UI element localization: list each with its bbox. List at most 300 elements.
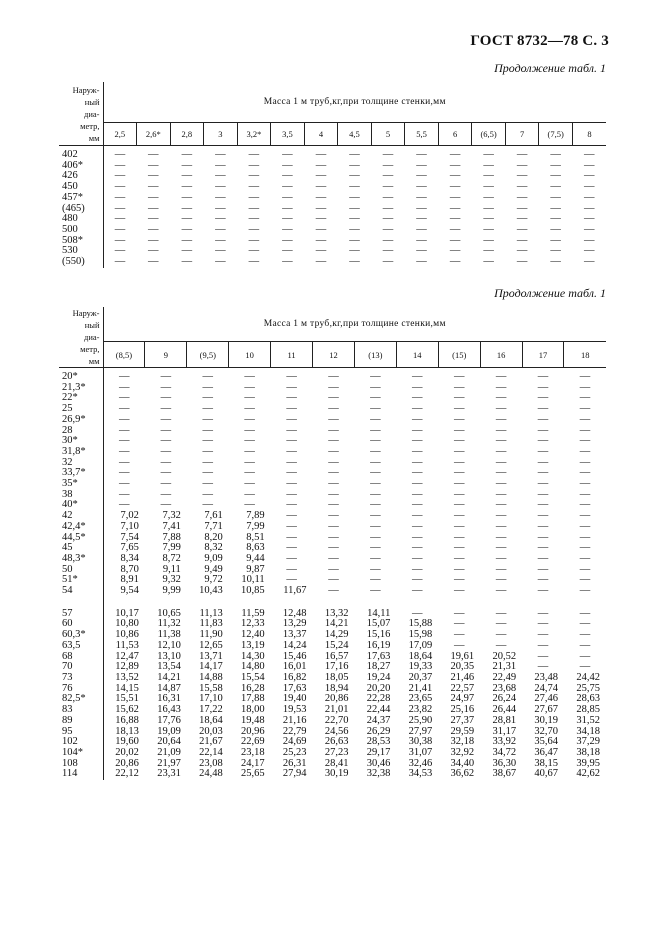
mass-cell: 26,44 bbox=[492, 704, 517, 716]
mass-cell: — bbox=[370, 467, 381, 479]
mass-cell: — bbox=[202, 499, 214, 511]
mass-cell: — bbox=[483, 159, 494, 171]
diameter-cell: 68 bbox=[59, 652, 103, 663]
mass-cell: — bbox=[453, 478, 465, 490]
page-header: ГОСТ 8732—78 С. 3 bbox=[470, 33, 609, 49]
mass-cell: 11,53 bbox=[115, 639, 139, 651]
mass-cell: 11,67 bbox=[283, 585, 307, 597]
mass-cell: — bbox=[286, 413, 297, 425]
mass-table-2 bbox=[59, 307, 606, 780]
diameter-cell: 33,7* bbox=[59, 468, 103, 479]
mass-cell: 24,37 bbox=[366, 714, 391, 726]
mass-cell: — bbox=[579, 381, 591, 393]
diameter-cell: 76 bbox=[59, 684, 103, 695]
mass-cell: — bbox=[579, 435, 591, 447]
mass-cell: — bbox=[583, 149, 595, 160]
diameter-cell: 42,4* bbox=[59, 522, 103, 533]
mass-cell: — bbox=[215, 170, 226, 182]
mass-cell: — bbox=[412, 531, 423, 543]
mass-cell: — bbox=[416, 181, 427, 193]
mass-cell: — bbox=[370, 413, 381, 425]
table-row bbox=[59, 257, 606, 268]
mass-cell: — bbox=[579, 520, 591, 532]
mass-cell: — bbox=[495, 445, 507, 457]
mass-cell: — bbox=[118, 392, 130, 404]
mass-cell: 22,14 bbox=[199, 746, 223, 758]
mass-cell: — bbox=[181, 245, 193, 257]
mass-cell: 22,44 bbox=[366, 704, 391, 716]
mass-cell: 14,29 bbox=[324, 629, 349, 641]
mass-cell: — bbox=[516, 159, 528, 171]
mass-cell: — bbox=[516, 213, 528, 225]
mass-cell: 9,44 bbox=[246, 552, 265, 564]
mass-cell: — bbox=[349, 170, 360, 182]
mass-cell: — bbox=[202, 488, 214, 500]
mass-cell: — bbox=[349, 234, 360, 246]
mass-cell: — bbox=[453, 607, 465, 619]
mass-cell: — bbox=[286, 510, 297, 522]
mass-cell: 11,32 bbox=[157, 618, 181, 630]
mass-cell: — bbox=[315, 149, 327, 160]
mass-cell: 25,16 bbox=[450, 704, 475, 716]
diameter-cell: 35* bbox=[59, 479, 103, 490]
diameter-cell: 500 bbox=[59, 225, 103, 236]
mass-cell: 14,17 bbox=[199, 661, 223, 673]
mass-cell: — bbox=[370, 510, 381, 522]
mass-cell: — bbox=[181, 234, 193, 246]
mass-cell: 17,63 bbox=[366, 650, 391, 662]
diameter-cell: 21,3* bbox=[59, 383, 103, 394]
mass-cell: 17,76 bbox=[157, 714, 181, 726]
mass-cell: 20,96 bbox=[241, 725, 265, 737]
mass-cell: 14,15 bbox=[115, 682, 139, 694]
mass-cell: — bbox=[449, 245, 461, 257]
mass-cell: 13,29 bbox=[282, 618, 307, 630]
diameter-cell: 82,5* bbox=[59, 694, 103, 705]
diameter-cell: 104* bbox=[59, 748, 103, 759]
mass-cell: 14,11 bbox=[367, 607, 391, 619]
mass-cell: — bbox=[160, 456, 172, 468]
mass-cell: 25,90 bbox=[408, 714, 433, 726]
mass-cell: — bbox=[244, 478, 255, 490]
mass-cell: — bbox=[579, 413, 591, 425]
mass-cell: — bbox=[118, 413, 130, 425]
mass-cell: — bbox=[495, 499, 507, 511]
mass-cell: 11,59 bbox=[241, 607, 265, 619]
mass-cell: — bbox=[495, 563, 507, 575]
mass-cell: — bbox=[118, 467, 130, 479]
mass-cell: 31,07 bbox=[408, 746, 433, 758]
mass-cell: 23,08 bbox=[199, 757, 223, 769]
mass-cell: — bbox=[453, 456, 465, 468]
mass-cell: — bbox=[248, 181, 260, 193]
thickness-header: 4,5 bbox=[338, 123, 372, 146]
mass-cell: 22,69 bbox=[241, 736, 265, 748]
mass-cell: — bbox=[160, 499, 172, 511]
mass-cell: — bbox=[579, 607, 591, 619]
mass-cell: — bbox=[495, 607, 507, 619]
mass-cell: 34,18 bbox=[576, 725, 600, 737]
table-row bbox=[59, 748, 606, 759]
mass-cell: 21,31 bbox=[492, 661, 517, 673]
mass-cell: 12,33 bbox=[241, 618, 265, 630]
mass-cell: 15,16 bbox=[366, 629, 391, 641]
thickness-header: 5,5 bbox=[405, 123, 439, 146]
mass-cell: — bbox=[583, 256, 595, 268]
mass-cell: 26,63 bbox=[324, 736, 349, 748]
mass-cell: — bbox=[244, 435, 255, 447]
mass-cell: — bbox=[537, 629, 549, 641]
diameter-cell bbox=[59, 597, 103, 609]
mass-cell: 20,02 bbox=[115, 746, 139, 758]
mass-cell: — bbox=[118, 488, 130, 500]
mass-cell: — bbox=[114, 170, 126, 182]
mass-cell: 7,71 bbox=[204, 520, 223, 532]
mass-cell: 8,34 bbox=[120, 552, 139, 564]
mass-cell: 38,15 bbox=[534, 757, 558, 769]
thickness-header: 14 bbox=[396, 342, 438, 368]
mass-cell: 12,48 bbox=[282, 607, 307, 619]
mass-cell: — bbox=[286, 445, 297, 457]
mass-cell: — bbox=[483, 149, 494, 160]
mass-cell: — bbox=[412, 478, 423, 490]
mass-cell: 17,22 bbox=[199, 704, 223, 716]
mass-cell: — bbox=[328, 403, 339, 415]
mass-cell: 24,42 bbox=[576, 671, 600, 683]
mass-cell: — bbox=[181, 159, 193, 171]
gap-row bbox=[59, 597, 606, 609]
mass-cell: — bbox=[537, 510, 549, 522]
mass-cell: — bbox=[579, 403, 591, 415]
thickness-header: (9,5) bbox=[187, 342, 229, 368]
mass-cell: 23,31 bbox=[157, 768, 181, 780]
mass-cell: — bbox=[495, 629, 507, 641]
mass-cell: 17,10 bbox=[199, 693, 223, 705]
mass-cell: — bbox=[148, 213, 159, 225]
mass-cell: 12,40 bbox=[241, 629, 265, 641]
mass-cell: 9,32 bbox=[162, 574, 181, 586]
mass-cell: 12,10 bbox=[157, 639, 181, 651]
diameter-cell: 83 bbox=[59, 705, 103, 716]
mass-cell: — bbox=[416, 256, 427, 268]
diameter-header-line: диа- bbox=[84, 108, 100, 119]
mass-cell: 15,98 bbox=[408, 629, 433, 641]
mass-cell: — bbox=[282, 202, 293, 214]
thickness-header: 11 bbox=[271, 342, 313, 368]
mass-cell: — bbox=[449, 159, 461, 171]
mass-cell: — bbox=[412, 413, 423, 425]
mass-cell: — bbox=[349, 149, 360, 160]
mass-cell: — bbox=[495, 403, 507, 415]
mass-cell: — bbox=[244, 424, 255, 436]
thickness-header: (13) bbox=[354, 342, 396, 368]
mass-cell: 11,83 bbox=[199, 618, 223, 630]
mass-cell: 18,05 bbox=[324, 671, 349, 683]
mass-cell: — bbox=[449, 213, 461, 225]
diameter-cell: 530 bbox=[59, 246, 103, 257]
mass-cell: 32,38 bbox=[366, 768, 391, 780]
mass-cell: — bbox=[412, 499, 423, 511]
mass-cell: — bbox=[516, 245, 528, 257]
mass-cell: — bbox=[349, 181, 360, 193]
mass-cell: — bbox=[286, 467, 297, 479]
mass-cell: — bbox=[537, 574, 549, 586]
mass-cell: — bbox=[382, 234, 394, 246]
thickness-header: 3,2* bbox=[237, 123, 271, 146]
mass-cell: 14,80 bbox=[241, 661, 265, 673]
mass-cell: — bbox=[449, 256, 461, 268]
diameter-cell: 25 bbox=[59, 404, 103, 415]
mass-cell: — bbox=[516, 256, 528, 268]
mass-cell: — bbox=[328, 499, 339, 511]
mass-cell: — bbox=[579, 552, 591, 564]
mass-cell: — bbox=[286, 563, 297, 575]
mass-cell: 36,30 bbox=[492, 757, 517, 769]
mass-cell: 26,29 bbox=[366, 725, 391, 737]
mass-cell: — bbox=[483, 245, 494, 257]
mass-cell: — bbox=[244, 381, 255, 393]
mass-cell: — bbox=[202, 381, 214, 393]
mass-cell: 32,46 bbox=[408, 757, 433, 769]
mass-cell: — bbox=[349, 202, 360, 214]
mass-cell: 30,46 bbox=[366, 757, 391, 769]
mass-cell: 9,87 bbox=[246, 563, 265, 575]
mass-cell: — bbox=[412, 456, 423, 468]
mass-cell: — bbox=[537, 478, 549, 490]
mass-cell: — bbox=[449, 149, 461, 160]
mass-cell: — bbox=[215, 191, 226, 203]
mass-cell: — bbox=[286, 403, 297, 415]
mass-cell: 27,46 bbox=[534, 693, 558, 705]
mass-cell: 16,28 bbox=[241, 682, 265, 694]
mass-cell: — bbox=[370, 456, 381, 468]
mass-cell: 20,86 bbox=[115, 757, 139, 769]
mass-cell: — bbox=[382, 213, 394, 225]
mass-cell: 28,63 bbox=[576, 693, 600, 705]
mass-cell: 16,31 bbox=[157, 693, 181, 705]
diameter-header-line: мм bbox=[88, 356, 100, 366]
mass-cell: — bbox=[248, 245, 260, 257]
mass-cell: — bbox=[286, 381, 297, 393]
diameter-header-line: метр, bbox=[80, 120, 100, 131]
mass-cell: — bbox=[244, 445, 255, 457]
mass-cell: — bbox=[449, 170, 461, 182]
mass-cell: — bbox=[416, 170, 427, 182]
mass-cell: — bbox=[453, 618, 465, 630]
mass-cell: — bbox=[370, 403, 381, 415]
mass-cell: 11,13 bbox=[199, 607, 223, 619]
mass-cell: — bbox=[495, 456, 507, 468]
mass-cell: 10,85 bbox=[241, 585, 265, 597]
diameter-header-line: мм bbox=[88, 132, 100, 143]
thickness-header: 17 bbox=[522, 342, 564, 368]
mass-cell: — bbox=[248, 213, 260, 225]
mass-cell: — bbox=[244, 488, 255, 500]
mass-cell: 17,16 bbox=[324, 661, 349, 673]
mass-cell: — bbox=[453, 574, 465, 586]
diameter-cell: 102 bbox=[59, 737, 103, 748]
mass-cell: — bbox=[495, 574, 507, 586]
mass-cell: — bbox=[382, 223, 394, 235]
mass-cell: 8,63 bbox=[246, 542, 265, 554]
mass-cell: — bbox=[328, 552, 339, 564]
mass-cell: — bbox=[495, 467, 507, 479]
diameter-cell: 114 bbox=[59, 769, 103, 780]
thickness-header: 8 bbox=[572, 123, 606, 146]
mass-cell: — bbox=[449, 191, 461, 203]
diameter-cell: 40* bbox=[59, 500, 103, 511]
mass-cell: — bbox=[148, 223, 159, 235]
thickness-header: 5 bbox=[371, 123, 405, 146]
mass-cell: — bbox=[328, 456, 339, 468]
mass-cell: 19,53 bbox=[282, 704, 307, 716]
thickness-header: 2,6* bbox=[137, 123, 171, 146]
mass-cell: — bbox=[286, 520, 297, 532]
mass-cell: 16,82 bbox=[282, 671, 307, 683]
mass-cell bbox=[187, 597, 229, 609]
mass-cell: 24,74 bbox=[534, 682, 558, 694]
mass-cell: — bbox=[370, 424, 381, 436]
diameter-cell: 60 bbox=[59, 619, 103, 630]
diameter-cell: 70 bbox=[59, 662, 103, 673]
thickness-header: 9 bbox=[145, 342, 187, 368]
mass-cell: — bbox=[382, 149, 394, 160]
mass-span-header: Масса 1 м труб,кг,при толщине стенки,мм bbox=[103, 82, 606, 123]
mass-cell: 36,62 bbox=[450, 768, 475, 780]
diameter-cell: 20* bbox=[59, 372, 103, 383]
mass-cell: — bbox=[449, 202, 461, 214]
mass-cell: 32,18 bbox=[450, 736, 475, 748]
mass-cell: — bbox=[181, 256, 193, 268]
thickness-header: 4 bbox=[304, 123, 338, 146]
mass-cell: 23,65 bbox=[408, 693, 433, 705]
mass-cell: 20,64 bbox=[157, 736, 181, 748]
mass-cell: 20,03 bbox=[199, 725, 223, 737]
mass-cell: — bbox=[579, 574, 591, 586]
mass-cell: — bbox=[286, 435, 297, 447]
diameter-header-line: ный bbox=[84, 320, 100, 330]
mass-cell: — bbox=[148, 159, 159, 171]
table-row bbox=[59, 586, 606, 597]
mass-cell: — bbox=[328, 424, 339, 436]
mass-cell: 19,61 bbox=[450, 650, 475, 662]
mass-cell: 23,68 bbox=[492, 682, 517, 694]
mass-cell: — bbox=[286, 552, 297, 564]
mass-cell: — bbox=[449, 223, 461, 235]
mass-cell: — bbox=[370, 585, 381, 597]
mass-cell: — bbox=[583, 202, 595, 214]
mass-cell: — bbox=[181, 202, 193, 214]
mass-cell: — bbox=[118, 381, 130, 393]
mass-cell: 15,62 bbox=[115, 704, 139, 716]
mass-cell: 7,89 bbox=[246, 510, 265, 522]
mass-cell: — bbox=[495, 478, 507, 490]
mass-cell: 13,37 bbox=[282, 629, 307, 641]
mass-cell: — bbox=[416, 159, 427, 171]
mass-cell: 33,92 bbox=[492, 736, 517, 748]
mass-cell: — bbox=[215, 245, 226, 257]
thickness-header: 3 bbox=[204, 123, 238, 146]
mass-cell: — bbox=[382, 245, 394, 257]
mass-cell: — bbox=[579, 510, 591, 522]
mass-cell: — bbox=[244, 392, 255, 404]
mass-cell: — bbox=[315, 234, 327, 246]
diameter-cell: 60,3* bbox=[59, 630, 103, 641]
mass-cell: 21,01 bbox=[324, 704, 349, 716]
mass-cell: — bbox=[453, 467, 465, 479]
mass-cell: — bbox=[483, 202, 494, 214]
mass-cell: — bbox=[114, 245, 126, 257]
mass-cell: 32,70 bbox=[534, 725, 558, 737]
mass-cell: — bbox=[483, 223, 494, 235]
mass-cell: 13,32 bbox=[324, 607, 349, 619]
thickness-header: 7 bbox=[505, 123, 539, 146]
mass-cell: — bbox=[370, 542, 381, 554]
mass-cell: — bbox=[495, 531, 507, 543]
mass-cell: — bbox=[495, 435, 507, 447]
mass-cell: — bbox=[244, 456, 255, 468]
mass-span-header: Масса 1 м труб,кг,при толщине стенки,мм bbox=[103, 307, 606, 342]
mass-cell: — bbox=[550, 234, 561, 246]
thickness-header: (6,5) bbox=[472, 123, 506, 146]
diameter-header bbox=[59, 82, 103, 146]
mass-cell: 27,37 bbox=[450, 714, 475, 726]
mass-cell: 10,17 bbox=[115, 607, 139, 619]
mass-cell: 17,63 bbox=[282, 682, 307, 694]
mass-cell: — bbox=[181, 223, 193, 235]
mass-cell: — bbox=[453, 585, 465, 597]
mass-cell: — bbox=[453, 424, 465, 436]
mass-cell: — bbox=[579, 629, 591, 641]
mass-cell: — bbox=[202, 435, 214, 447]
mass-cell: — bbox=[114, 181, 126, 193]
mass-cell: — bbox=[328, 585, 339, 597]
mass-cell: — bbox=[516, 149, 528, 160]
mass-cell: — bbox=[248, 223, 260, 235]
mass-cell: — bbox=[516, 170, 528, 182]
diameter-cell: 89 bbox=[59, 716, 103, 727]
mass-cell: 24,97 bbox=[450, 693, 475, 705]
mass-cell: 25,23 bbox=[282, 746, 307, 758]
mass-cell: — bbox=[160, 413, 172, 425]
diameter-cell: 45 bbox=[59, 543, 103, 554]
diameter-header-line: диа- bbox=[84, 332, 100, 342]
mass-cell: — bbox=[286, 499, 297, 511]
mass-cell: 30,38 bbox=[408, 736, 433, 748]
mass-cell: — bbox=[282, 213, 293, 225]
mass-cell: — bbox=[202, 403, 214, 415]
mass-cell: 12,89 bbox=[115, 661, 139, 673]
mass-cell: — bbox=[118, 456, 130, 468]
mass-cell: — bbox=[412, 424, 423, 436]
diameter-cell: 22* bbox=[59, 393, 103, 404]
mass-cell: — bbox=[118, 371, 130, 382]
mass-cell: — bbox=[495, 371, 507, 382]
diameter-cell: 95 bbox=[59, 727, 103, 738]
mass-cell: — bbox=[550, 159, 561, 171]
mass-cell: 7,10 bbox=[120, 520, 139, 532]
mass-cell: — bbox=[202, 424, 214, 436]
mass-cell: — bbox=[382, 170, 394, 182]
mass-cell: — bbox=[282, 170, 293, 182]
mass-cell: — bbox=[248, 149, 260, 160]
mass-cell: — bbox=[118, 499, 130, 511]
mass-cell: 19,48 bbox=[241, 714, 265, 726]
mass-cell: 20,20 bbox=[366, 682, 391, 694]
mass-cell: 22,49 bbox=[492, 671, 517, 683]
mass-cell: — bbox=[550, 149, 561, 160]
mass-cell: 12,47 bbox=[115, 650, 139, 662]
